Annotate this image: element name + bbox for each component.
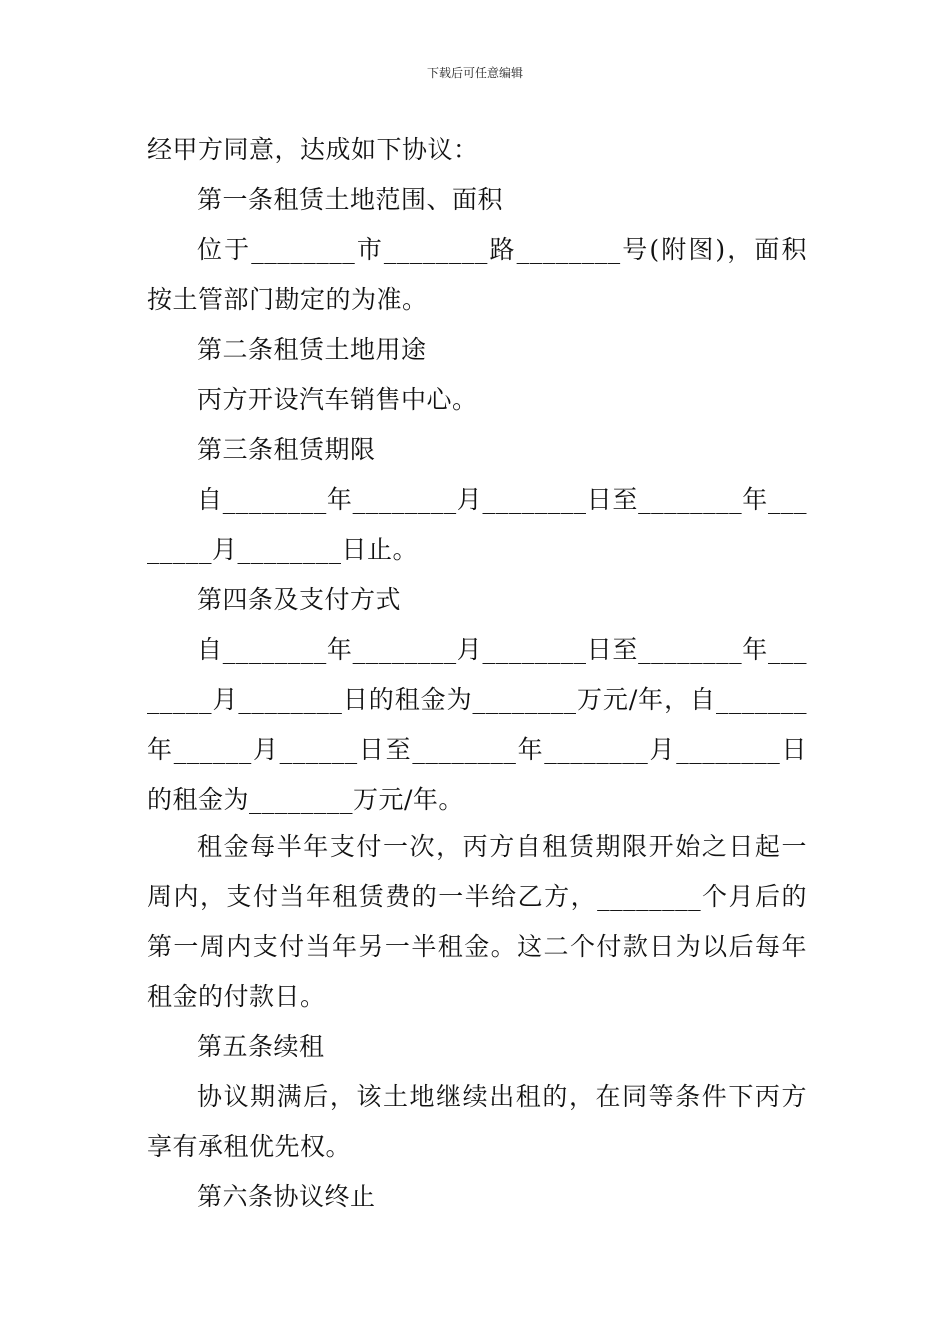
paragraph-line: 自________年________月________日至________年___	[197, 485, 807, 514]
paragraph-line: 租金的付款日。	[147, 982, 326, 1011]
paragraph-line: 位于________市________路________号(附图)，面积	[197, 235, 807, 264]
page-header-watermark: 下载后可任意编辑	[426, 66, 523, 80]
article-heading: 第二条租赁土地用途	[197, 335, 427, 364]
paragraph-line: 享有承租优先权。	[147, 1132, 352, 1161]
paragraph-line: 第一周内支付当年另一半租金。这二个付款日为以后每年	[147, 932, 807, 961]
article-heading: 第一条租赁土地范围、面积	[197, 185, 504, 214]
paragraph-line: 经甲方同意，达成如下协议：	[147, 135, 479, 164]
paragraph-line: 丙方开设汽车销售中心。	[197, 385, 478, 414]
paragraph-line: 年______月______日至________年________月________日	[147, 735, 807, 764]
paragraph-line: 的租金为________万元/年。	[147, 785, 464, 814]
article-heading: 第三条租赁期限	[197, 435, 376, 464]
paragraph-line: 租金每半年支付一次，丙方自租赁期限开始之日起一	[197, 832, 807, 861]
article-heading: 第五条续租	[197, 1032, 325, 1061]
paragraph-line: 按土管部门勘定的为准。	[147, 285, 428, 314]
article-heading: 第六条协议终止	[197, 1182, 376, 1211]
paragraph-line: 自________年________月________日至________年___	[197, 635, 807, 664]
paragraph-line: _____月________日止。	[147, 535, 419, 564]
paragraph-line: 周内，支付当年租赁费的一半给乙方，________个月后的	[147, 882, 807, 911]
paragraph-line: 协议期满后，该土地继续出租的，在同等条件下丙方	[197, 1082, 807, 1111]
paragraph-line: _____月________日的租金为________万元/年，自_______	[147, 685, 807, 714]
article-heading: 第四条及支付方式	[197, 585, 402, 614]
